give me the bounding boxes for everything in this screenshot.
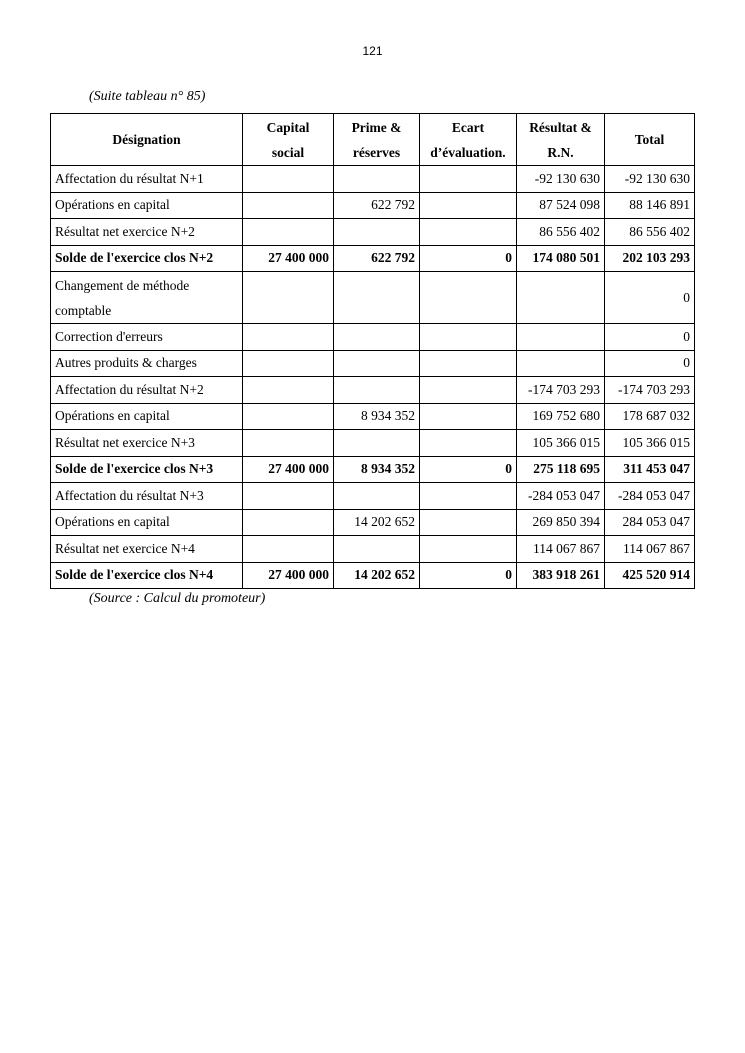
row-designation: Résultat net exercice N+4 [51,536,243,563]
cell-total: 0 [605,350,695,377]
cell-total: 88 146 891 [605,192,695,219]
page-number: 121 [362,44,383,58]
cell-resultat: 114 067 867 [517,536,605,563]
table-row [51,483,695,510]
cell-total: 425 520 914 [605,562,695,589]
row-designation: Résultat net exercice N+3 [51,430,243,457]
cell-resultat: -174 703 293 [517,377,605,404]
cell-capital [243,377,334,404]
cell-capital [243,219,334,246]
cell-prime: 8 934 352 [334,403,420,430]
table-row [51,377,695,404]
cell-capital [243,536,334,563]
cell-capital: 27 400 000 [243,245,334,272]
cell-ecart: 0 [420,562,517,589]
cell-capital: 27 400 000 [243,562,334,589]
cell-resultat [517,272,605,324]
cell-capital: 27 400 000 [243,456,334,483]
cell-capital [243,509,334,536]
cell-ecart [420,324,517,351]
cell-total: 0 [605,272,695,324]
cell-prime [334,483,420,510]
cell-ecart [420,536,517,563]
cell-prime: 8 934 352 [334,456,420,483]
cell-capital [243,272,334,324]
cell-resultat: -284 053 047 [517,483,605,510]
table-row [51,192,695,219]
cell-prime [334,272,420,324]
cell-total: 202 103 293 [605,245,695,272]
row-designation: Affectation du résultat N+1 [51,166,243,193]
table-row [51,536,695,563]
cell-prime [334,219,420,246]
cell-total: -284 053 047 [605,483,695,510]
table-row [51,324,695,351]
cell-total: 284 053 047 [605,509,695,536]
cell-prime: 622 792 [334,245,420,272]
cell-total: -92 130 630 [605,166,695,193]
cell-prime [334,350,420,377]
row-designation: Opérations en capital [51,403,243,430]
row-designation: Opérations en capital [51,192,243,219]
equity-changes-table [50,113,695,589]
cell-ecart [420,403,517,430]
header-capital-social: Capital social [243,114,334,166]
table-row [51,272,695,324]
header-designation: Désignation [51,114,243,166]
cell-capital [243,430,334,457]
cell-ecart [420,166,517,193]
cell-resultat: 269 850 394 [517,509,605,536]
cell-resultat: 86 556 402 [517,219,605,246]
cell-prime: 622 792 [334,192,420,219]
table-row [51,430,695,457]
cell-ecart [420,350,517,377]
cell-capital [243,324,334,351]
cell-total: 178 687 032 [605,403,695,430]
row-designation: Solde de l'exercice clos N+4 [51,562,243,589]
cell-ecart: 0 [420,456,517,483]
cell-ecart [420,430,517,457]
cell-resultat: 174 080 501 [517,245,605,272]
row-designation: Affectation du résultat N+3 [51,483,243,510]
row-designation: Correction d'erreurs [51,324,243,351]
header-total: Total [605,114,695,166]
cell-resultat: 169 752 680 [517,403,605,430]
row-designation: Solde de l'exercice clos N+3 [51,456,243,483]
table-row [51,403,695,430]
table-row [51,456,695,483]
cell-resultat: 383 918 261 [517,562,605,589]
row-designation: Affectation du résultat N+2 [51,377,243,404]
cell-total: 86 556 402 [605,219,695,246]
cell-ecart [420,192,517,219]
cell-capital [243,350,334,377]
cell-prime [334,536,420,563]
table-caption: (Suite tableau n° 85) [89,89,206,104]
table-row [51,219,695,246]
cell-prime [334,324,420,351]
cell-resultat: 105 366 015 [517,430,605,457]
header-ecart-evaluation: Ecart d’évaluation. [420,114,517,166]
table-body [51,166,695,589]
cell-resultat: -92 130 630 [517,166,605,193]
cell-total: -174 703 293 [605,377,695,404]
cell-ecart [420,483,517,510]
cell-ecart: 0 [420,245,517,272]
cell-capital [243,192,334,219]
table-row [51,166,695,193]
cell-ecart [420,272,517,324]
table-header [51,114,695,166]
cell-resultat: 275 118 695 [517,456,605,483]
row-designation: Changement de méthode comptable [51,272,243,324]
cell-prime: 14 202 652 [334,562,420,589]
cell-ecart [420,377,517,404]
source-note: (Source : Calcul du promoteur) [89,591,266,606]
cell-resultat [517,324,605,351]
cell-ecart [420,219,517,246]
cell-resultat: 87 524 098 [517,192,605,219]
cell-total: 114 067 867 [605,536,695,563]
header-prime-reserves: Prime & réserves [334,114,420,166]
cell-capital [243,166,334,193]
cell-capital [243,483,334,510]
cell-prime: 14 202 652 [334,509,420,536]
header-resultat: Résultat & R.N. [517,114,605,166]
row-designation: Opérations en capital [51,509,243,536]
row-designation: Autres produits & charges [51,350,243,377]
row-designation: Solde de l'exercice clos N+2 [51,245,243,272]
table-row [51,350,695,377]
cell-total: 0 [605,324,695,351]
cell-prime [334,430,420,457]
table-row [51,245,695,272]
cell-prime [334,166,420,193]
cell-resultat [517,350,605,377]
header-row [51,114,695,166]
cell-total: 105 366 015 [605,430,695,457]
table-row [51,509,695,536]
row-designation: Résultat net exercice N+2 [51,219,243,246]
cell-ecart [420,509,517,536]
cell-prime [334,377,420,404]
cell-total: 311 453 047 [605,456,695,483]
table-row [51,562,695,589]
cell-capital [243,403,334,430]
